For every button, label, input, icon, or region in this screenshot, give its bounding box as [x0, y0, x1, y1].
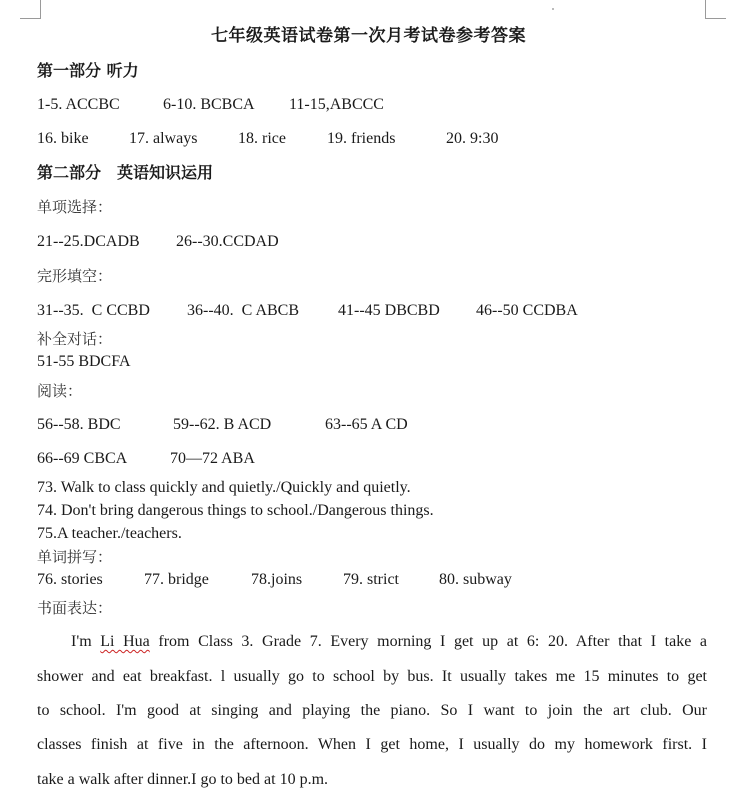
part2-heading: 第二部分 英语知识运用: [37, 163, 214, 182]
answer-6-10: 6-10. BCBCA: [163, 96, 255, 113]
essay-line-1: [71, 632, 707, 652]
crop-mark-left: [20, 0, 41, 19]
reading-label: 阅读：: [37, 382, 83, 400]
essay-line-1-prefix: I'm: [71, 633, 101, 650]
answer-17: 17. always: [129, 130, 198, 147]
spelling-label: 单词拼写：: [37, 548, 113, 566]
answer-11-15: 11-15,ABCCC: [289, 96, 384, 113]
answer-46-50: 46--50 CCDBA: [476, 302, 578, 319]
answer-31-35: 31--35. C CCBD: [37, 302, 150, 319]
essay-line-1-rest: from Class 3. Grade 7. Every morning I get up at 6: 20. After that I take a: [149, 633, 708, 650]
page-title: 七年级英语试卷第一次月考试卷参考答案: [211, 26, 526, 46]
essay-line-3: to school. I'm good at singing and playing the piano. So I want to join the art club. Our: [37, 702, 707, 719]
answer-76: 76. stories: [37, 571, 103, 588]
answer-63-65: 63--65 A CD: [325, 416, 408, 433]
answer-77: 77. bridge: [144, 571, 209, 588]
answer-36-40: 36--40. C ABCB: [187, 302, 300, 319]
answer-79: 79. strict: [343, 571, 399, 588]
answer-74: 74. Don't bring dangerous things to school./Dangerous things.: [37, 502, 434, 519]
cloze-label: 完形填空：: [37, 267, 113, 285]
answer-80: 80. subway: [439, 571, 512, 588]
answer-18: 18. rice: [238, 130, 286, 147]
answer-16: 16. bike: [37, 130, 89, 147]
answer-51-55: 51-55 BDCFA: [37, 353, 131, 370]
answer-66-69: 66--69 CBCA: [37, 450, 128, 467]
single-choice-label: 单项选择：: [37, 198, 113, 216]
answer-21-25: 21--25.DCADB: [37, 233, 140, 250]
answer-26-30: 26--30.CCDAD: [176, 233, 279, 250]
part1-heading: 第一部分 听力: [37, 61, 139, 80]
answer-70-72: 70—72 ABA: [170, 450, 255, 467]
answer-1-5: 1-5. ACCBC: [37, 96, 120, 113]
writing-label: 书面表达：: [37, 599, 113, 617]
page-dot: [552, 8, 554, 10]
essay-line-4: classes finish at five in the afternoon. When I get home, I usually do my homework first. I: [37, 736, 707, 753]
essay-line-5: take a walk after dinner.I go to bed at 10 p.m.: [37, 771, 329, 788]
answer-19: 19. friends: [327, 130, 396, 147]
essay-name-spellcheck: Li Hua: [100, 633, 150, 650]
answer-20: 20. 9:30: [446, 130, 499, 147]
answer-78: 78.joins: [251, 571, 303, 588]
crop-mark-right: [705, 0, 726, 19]
answer-41-45: 41--45 DBCBD: [338, 302, 440, 319]
answer-59-62: 59--62. B ACD: [173, 416, 272, 433]
answer-73: 73. Walk to class quickly and quietly./Quickly and quietly.: [37, 479, 411, 496]
essay-line-2: shower and eat breakfast. l usually go to school by bus. It usually takes me 15 minutes to get: [37, 668, 707, 685]
answer-56-58: 56--58. BDC: [37, 416, 121, 433]
dialogue-label: 补全对话：: [37, 330, 113, 348]
answer-75: 75.A teacher./teachers.: [37, 525, 182, 542]
